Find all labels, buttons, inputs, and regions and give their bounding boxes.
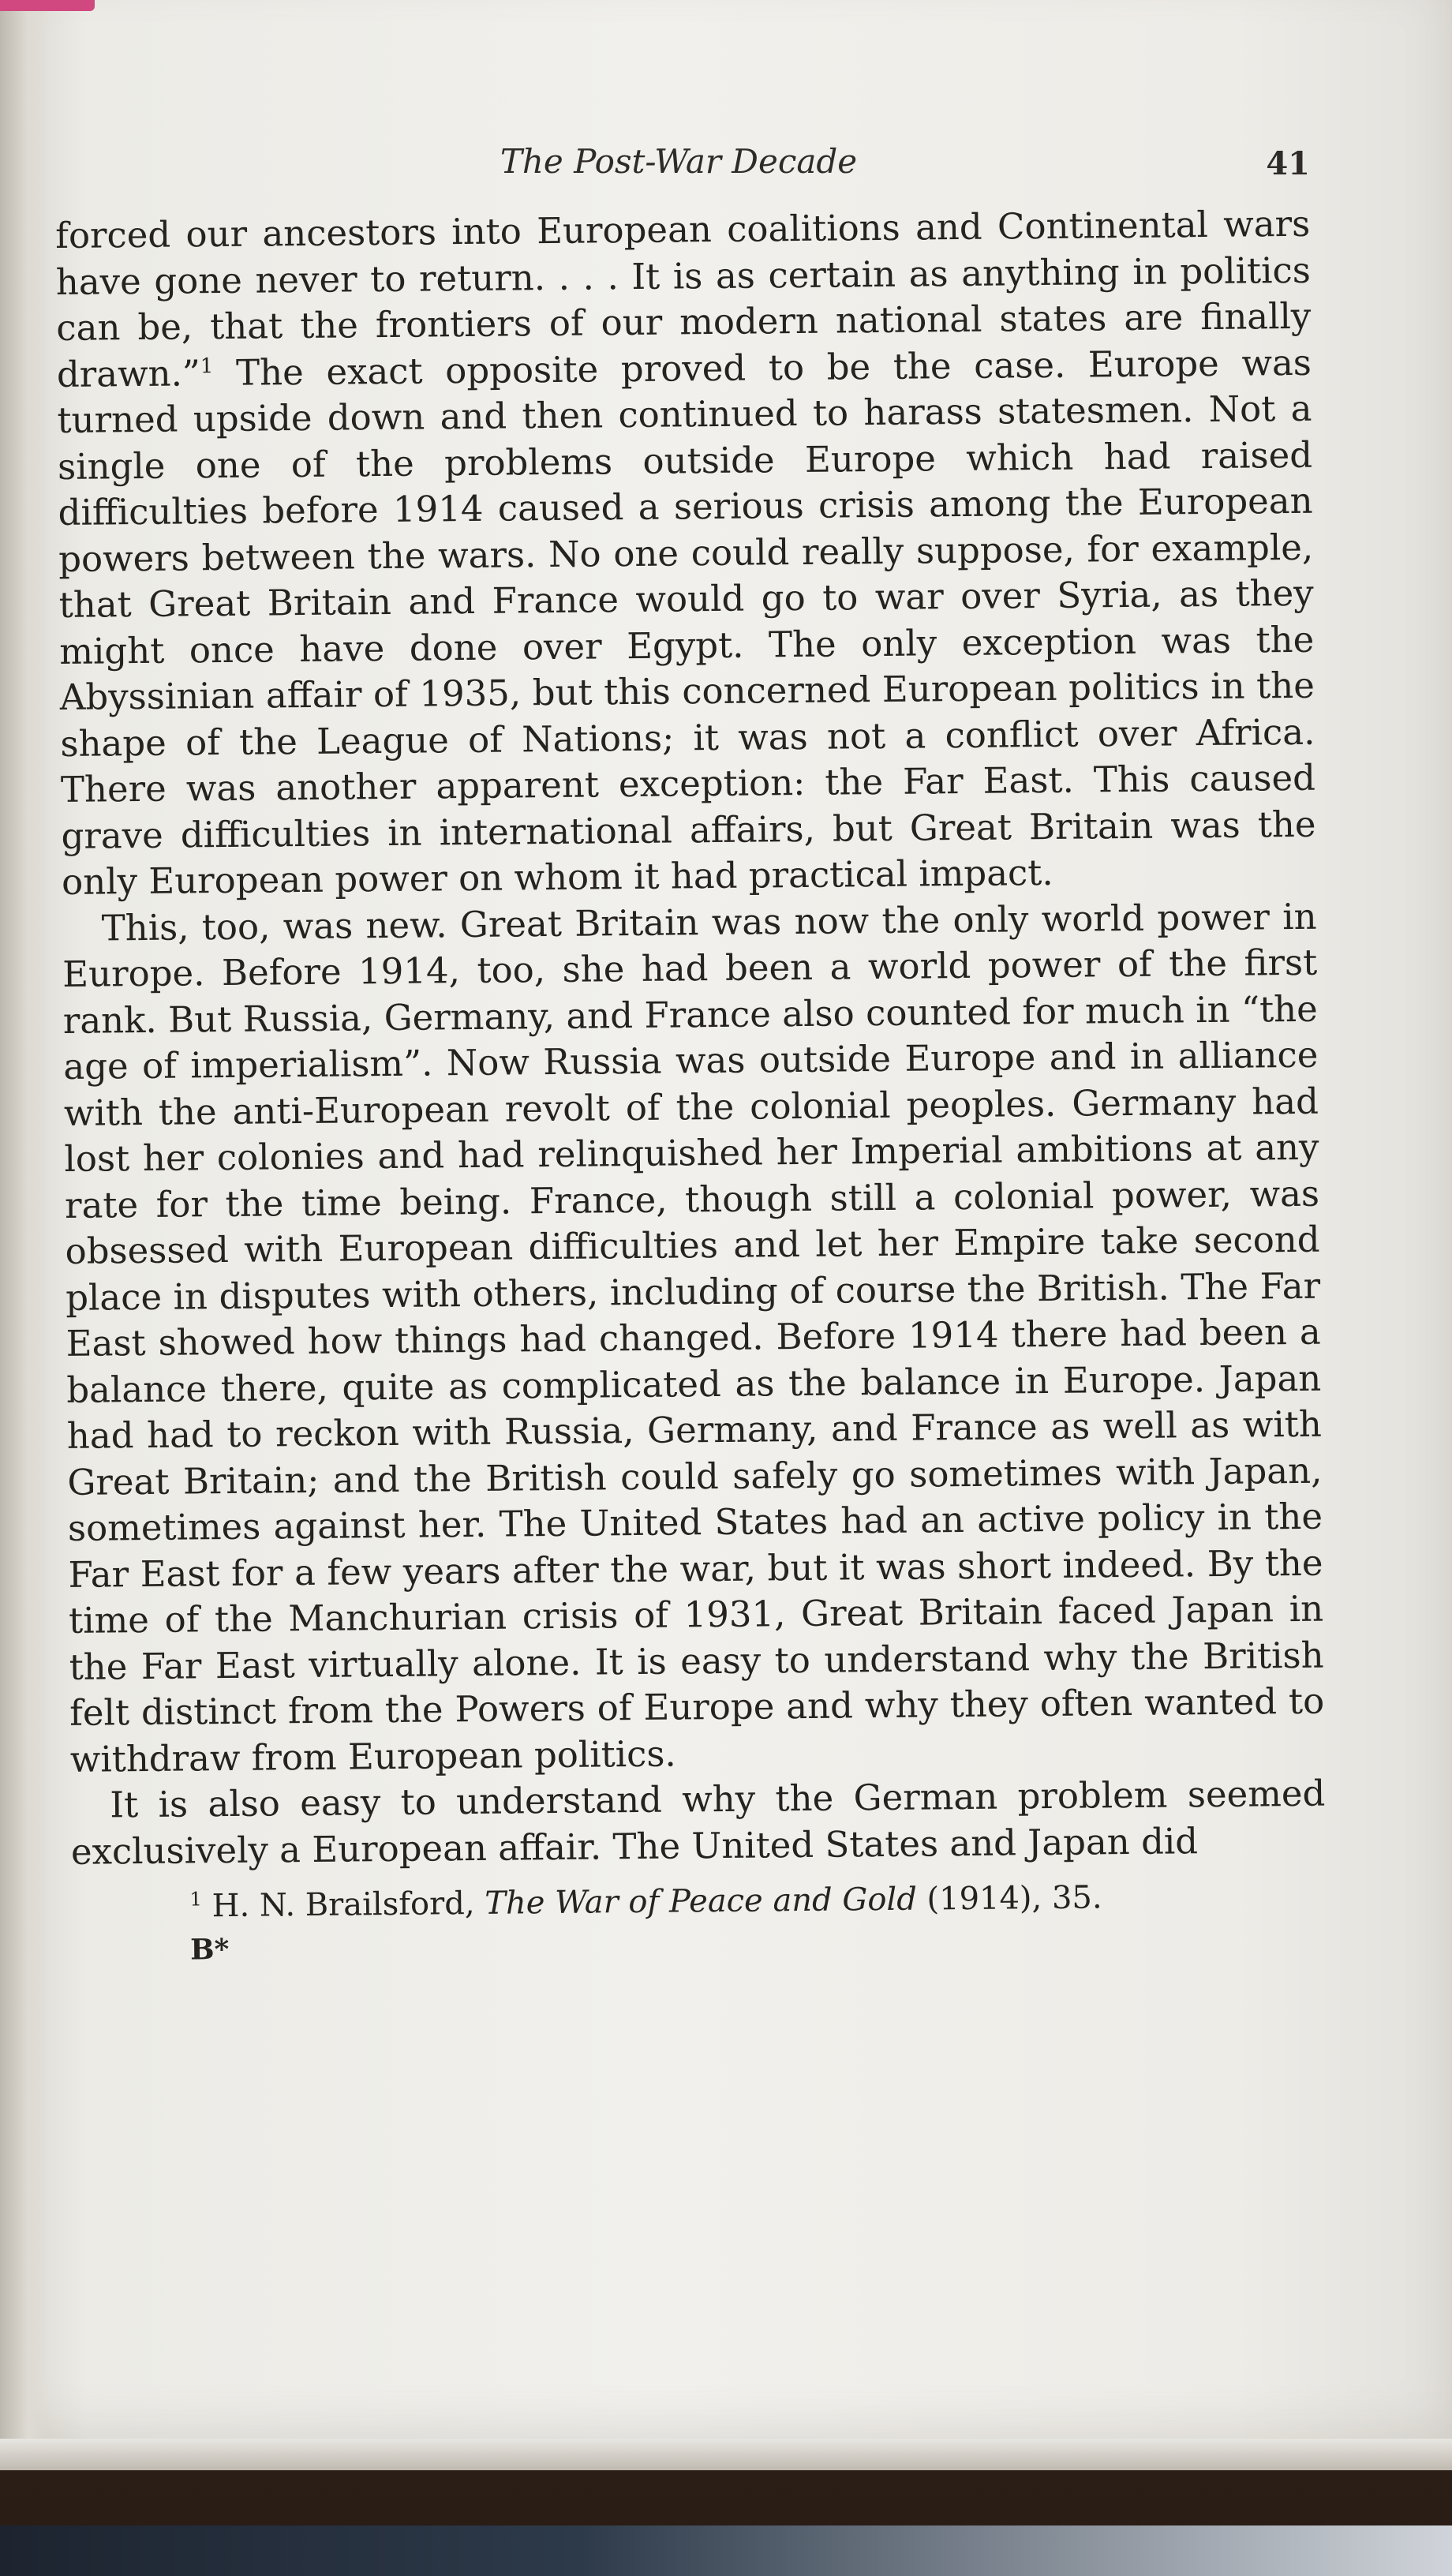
footnote-citation: (1914), 35. [916,1879,1102,1918]
paragraph-1 [55,201,1316,906]
page-number: 41 [1266,145,1310,182]
running-title: The Post-War Decade [500,142,858,181]
paragraph-3: It is also easy to understand why the German problem seemed exclusively a European affair. The United States and Japan did [70,1772,1326,1873]
footnote-book-title: The War of Peace and Gold [485,1881,918,1922]
signature-mark: B* [189,1932,230,1967]
footnote [71,1868,1327,1928]
page-bottom-edge [0,2439,1452,2470]
background-surface [0,2525,1452,2576]
body-text [55,201,1327,1971]
paragraph-1-text-after-ref: The exact opposite proved to be the case. Europe was turned upside down and then continued to harass statesmen. Not a single one of the problems outside Europe which had raised difficulties before 1914 caused a serious crisis among the European powers between the wars. No one could really suppose, for example, that Great Britain and France would go to war over Syria, as they might once have done over Egypt. The only exception was the Abyssinian affair of 1935, but this concerned European politics in the shape of the League of Nations; it was not a conflict over Africa. There was another apparent exception: the Far East. This caused grave difficulties in international affairs, but Great Britain was the only European power on whom it had practical impact. [57,341,1316,903]
paragraph-1-text-before-ref: forced our ancestors into European coalitions and Continental wars have gone never to return. . . . It is as certain as anything in politics can be, that the frontiers of our modern national states are finally drawn.” [55,202,1312,395]
footnote-reference: 1 [200,354,214,378]
pink-bookmark-tab [0,0,95,11]
page-spine-shadow [0,0,47,2454]
running-head [47,142,1310,197]
footnote-number: 1 [189,1888,202,1911]
footnote-author: H. N. Brailsford, [211,1885,485,1925]
paragraph-2: This, too, was new. Great Britain was now the only world power in Europe. Before 1914, too, she had been a world power of the first rank. But Russia, Germany, and France also counted for much in “the age of imperialism”. Now Russia was outside Europe and in alliance with the anti-European revolt of the colonial peoples. Germany had lost her colonies and had relinquished her Imperial ambitions at any rate for the time being. France, though still a colonial power, was obsessed with European difficulties and let her Empire take second place in disputes with others, including of course the British. The Far East showed how things had changed. Before 1914 there had been a balance there, quite as complicated as the balance in Europe. Japan had had to reckon with Russia, Germany, and France as well as with Great Britain; and the British could safely go sometimes with Japan, sometimes against her. The United States had an active policy in the Far East for a few years after the war, but it was short indeed. By the time of the Manchurian crisis of 1931, Great Britain faced Japan in the Far East virtually alone. It is easy to understand why the British felt distinct from the Powers of Europe and why they often wanted to withdraw from European politics. [62,895,1325,1780]
